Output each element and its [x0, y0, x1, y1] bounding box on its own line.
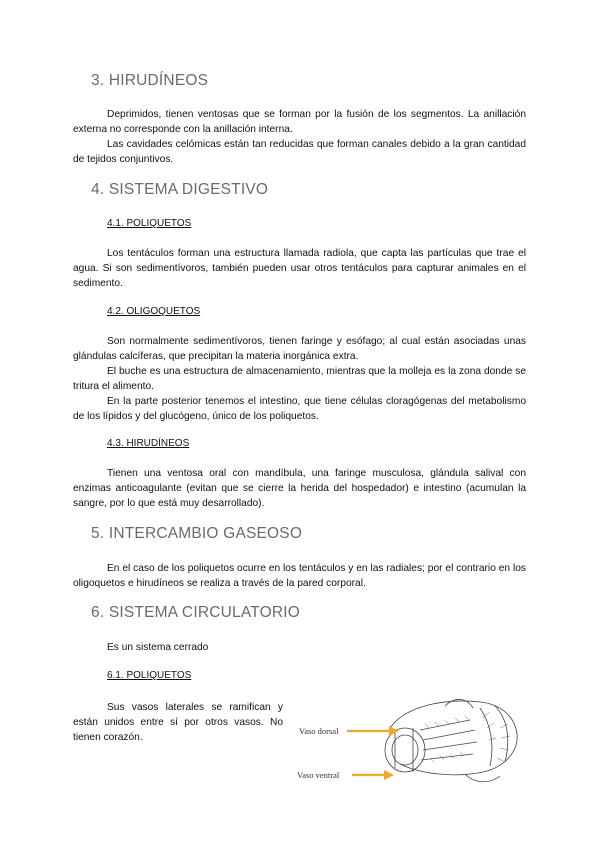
paragraph: En el caso de los poliquetos ocurre en los tentáculos y en las radiales; por el contrario en los oligoquetos e hirudíneos se realiza a través de la pared corporal.	[73, 563, 526, 589]
paragraph: Deprimidos, tienen ventosas que se forman por la fusión de los segmentos. La anillación externa no corresponde con la anillación interna.	[73, 109, 526, 135]
paragraph: En la parte posterior tenemos el intestino, que tiene células cloragógenas del metabolismo de los lípidos y del glucógeno, único de los poliquetos.	[73, 396, 526, 422]
paragraph: Tienen una ventosa oral con mandíbula, una faringe musculosa, glándula salival con enzimas anticoagulante (evitan que se cierre la herida del hospedador) e intestino (acumulan la sangre, por lo que está muy desarrollado).	[73, 468, 526, 509]
label-vaso-dorsal: Vaso dorsal	[299, 726, 339, 736]
subheading-hirudineos: 4.3. HIRUDÍNEOS	[107, 438, 190, 449]
paragraph: Son normalmente sedimentívoros, tienen faringe y esófago; al cual están asociadas unas glándulas calcíferas, que precipitan la materia inorgánica extra.	[73, 336, 526, 362]
subheading-oligoquetos: 4.2. OLIGOQUETOS	[107, 306, 201, 317]
paragraph: Los tentáculos forman una estructura llamada radiola, que capta las partículas que trae el agua. Si son sedimentívoros, también pueden usar otros tentáculos para capturar animales en el sedimento.	[73, 248, 526, 289]
heading-intercambio: 5. INTERCAMBIO GASEOSO	[91, 525, 303, 542]
heading-circulatorio: 6. SISTEMA CIRCULATORIO	[91, 604, 301, 621]
paragraph: El buche es una estructura de almacenamiento, mientras que la molleja es la zona donde se tritura el alimento.	[73, 366, 526, 392]
subheading-poliquetos: 4.1. POLIQUETOS	[107, 218, 192, 229]
paragraph: Sus vasos laterales se ramifican y están unidos entre sí por otros vasos. No tienen corazón.	[73, 702, 283, 743]
subheading-circ-poliquetos: 6.1. POLIQUETOS	[107, 670, 192, 681]
paragraph: Es un sistema cerrado	[107, 642, 209, 653]
heading-hirudineos: 3. HIRUDÍNEOS	[91, 72, 209, 89]
paragraph: Las cavidades celómicas están tan reducidas que forman canales debido a la gran cantidad de tejidos conjuntivos.	[73, 139, 526, 165]
heading-digestivo: 4. SISTEMA DIGESTIVO	[91, 181, 269, 198]
polychaete-figure	[295, 688, 525, 788]
label-vaso-ventral: Vaso ventral	[297, 770, 340, 780]
